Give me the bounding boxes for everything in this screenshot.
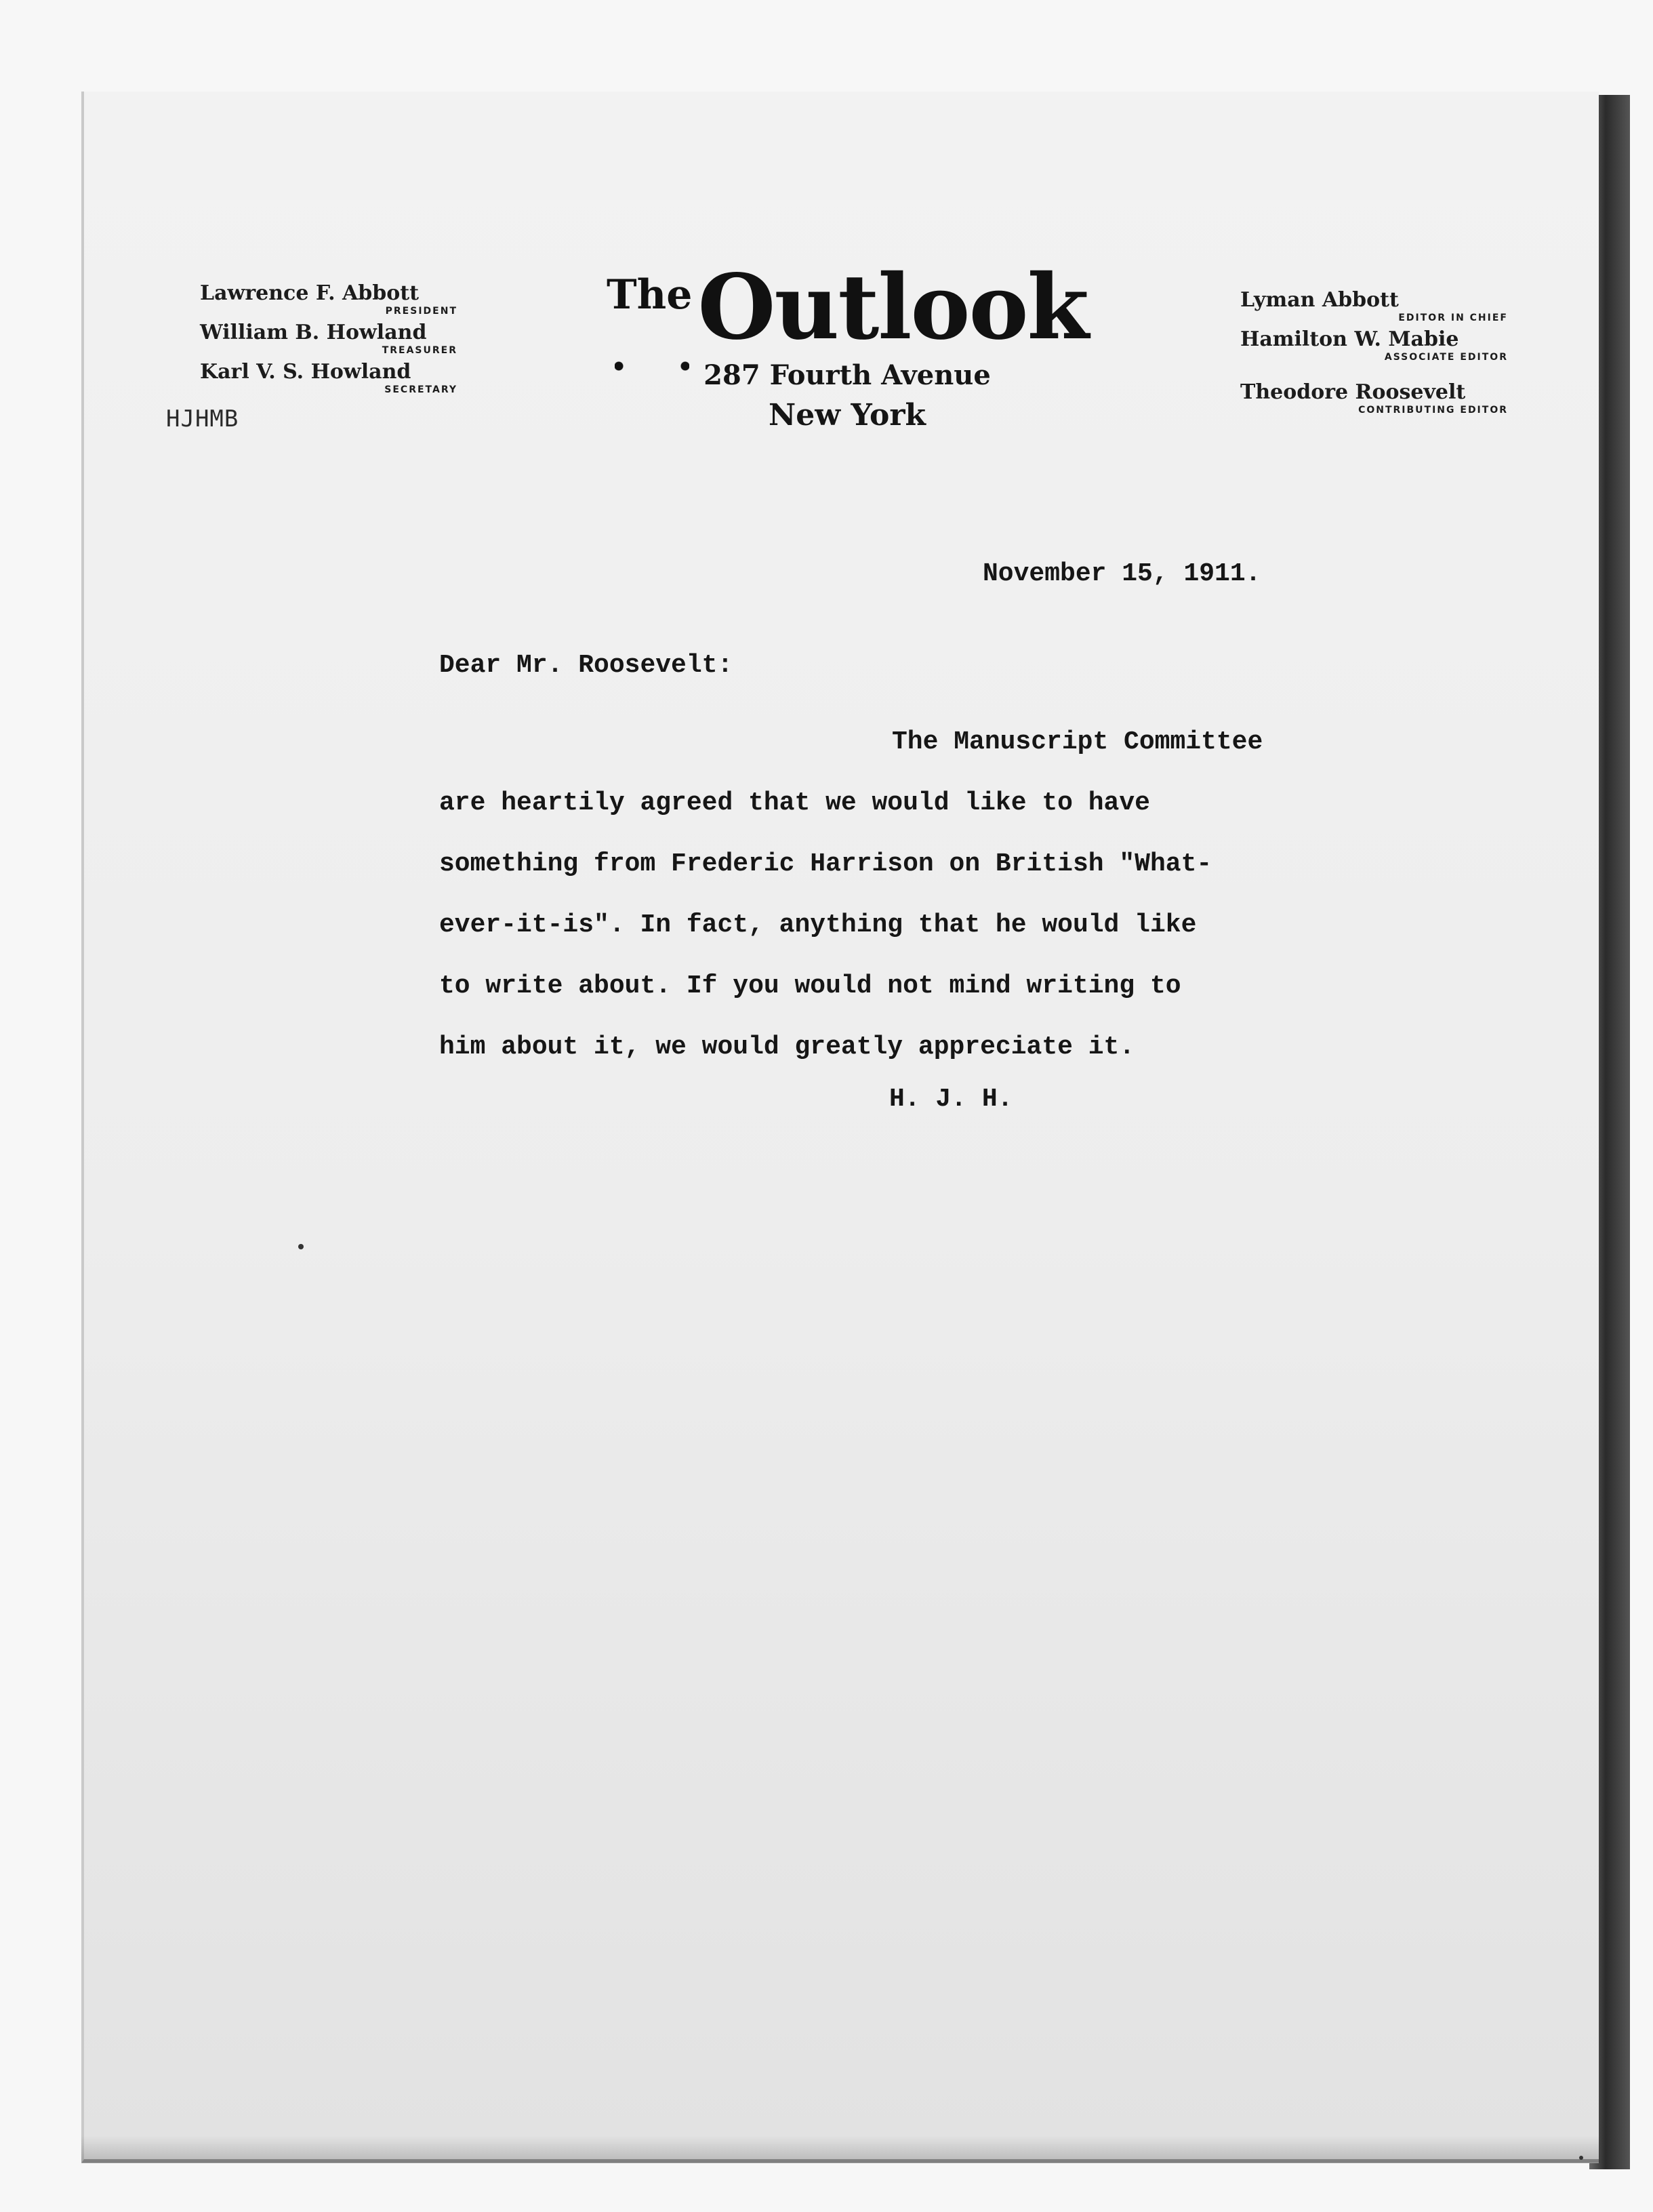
scan-speck [1579,2156,1583,2160]
body-line-1: The Manuscript Committee [892,727,1263,757]
body-line-5: to write about. If you would not mind writing to [439,971,1181,1001]
letterhead-officers [200,281,457,399]
letterhead-editors [1240,288,1511,420]
reference-initials: HJHMB [166,405,239,433]
letter-salutation: Dear Mr. Roosevelt: [439,651,733,680]
editor-divider-gap [1240,367,1511,380]
officer-role-president: PRESIDENT [385,306,457,317]
letter-body [439,712,1263,1078]
officer-role-treasurer: TREASURER [382,345,457,356]
editor-role-chief: EDITOR IN CHIEF [1398,313,1508,323]
letterhead-masthead [596,247,1098,437]
masthead-title-outlook: Outlook [697,255,1088,360]
officer-name-secretary: Karl V. S. Howland [200,360,411,384]
masthead-title-the: The [607,247,692,342]
masthead-city: New York [768,398,926,433]
editor-name-chief: Lyman Abbott [1240,288,1399,312]
body-line-4: ever-it-is". In fact, anything that he would like [439,910,1197,940]
scan-speck [298,1244,304,1249]
body-line-3: something from Frederic Harrison on British "What- [439,849,1212,879]
masthead-address: 287 Fourth Avenue [703,359,991,391]
officer-name-president: Lawrence F. Abbott [200,281,419,305]
body-line-2: are heartily agreed that we would like to have [439,788,1150,818]
officer-role-secretary: SECRETARY [384,384,457,395]
editor-role-contributing: CONTRIBUTING EDITOR [1358,405,1508,416]
editor-role-associate: ASSOCIATE EDITOR [1384,352,1508,363]
letter-date: November 15, 1911. [983,559,1261,588]
editor-name-contributing: Theodore Roosevelt [1240,380,1466,404]
sheet-bottom-shadow [81,2135,1599,2163]
editor-name-associate: Hamilton W. Mabie [1240,327,1459,351]
body-line-6: him about it, we would greatly appreciate it. [439,1032,1135,1062]
masthead-title [596,247,1098,360]
officer-name-treasurer: William B. Howland [200,321,427,344]
signature-initials: H. J. H. [889,1085,1013,1114]
